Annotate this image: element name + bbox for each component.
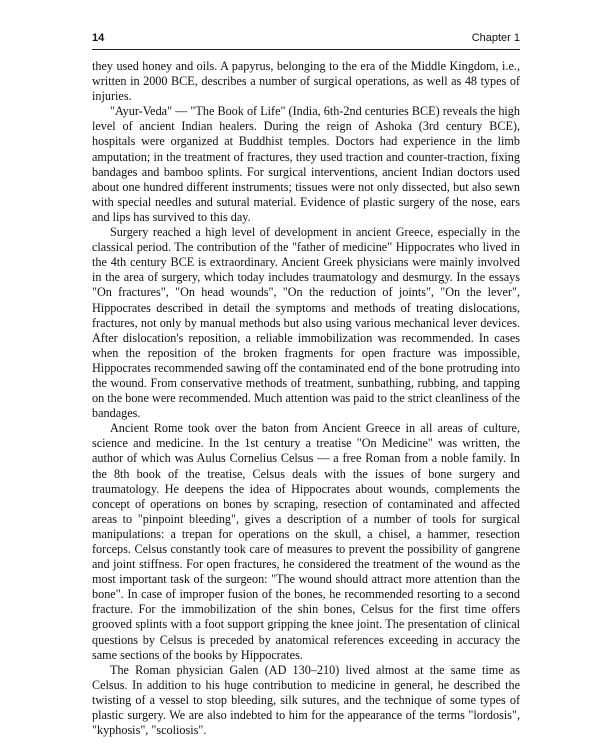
paragraph-galen: The Roman physician Galen (AD 130–210) lived almost at the same time as Celsus. In addition to his huge contribution to medicine in general, he described the twisting of a vessel to stop bleeding, silk sutures, and the technique of some types of plastic surgery. We are also indebted to him for the appearance of the terms "lordosis", "kyphosis", "scoliosis". [92,662,520,738]
chapter-title: Chapter 1 [471,32,520,44]
body-text [92,59,520,738]
running-header [92,32,520,48]
paragraph-continuation: they used honey and oils. A papyrus, belonging to the era of the Middle Kingdom, i.e., written in 2000 BCE, describes a number of surgical operations, as well as 48 types of injuries. [92,59,520,104]
page-number: 14 [92,32,105,44]
header-rule [92,49,520,50]
paragraph-ancient-rome: Ancient Rome took over the baton from Ancient Greece in all areas of culture, science and medicine. In the 1st century a treatise "On Medicine" was written, the author of which was Aulus Cornelius Celsus — a free Roman from a noble family. In the 8th book of the treatise, Celsus deals with the issues of bone surgery and traumatology. He deepens the idea of Hippocrates about wounds, complements the concept of operations on bones by scraping, resection of contaminated and affected areas to "pinpoint bleeding", gives a description of a number of tools for surgical manipulations: a trepan for operations on the skull, a chisel, a hammer, resection forceps. Celsus constantly took care of measures to prevent the possibility of gangrene and joint stiffness. For open fractures, he considered the treatment of the wound as the most important task of the surgeon: "The wound should attract more attention than the bone". In case of improper fusion of the bones, he recommended resorting to a second fracture. For the immobilization of the shin bones, Celsus for the first time offers grooved splints with a foot support gripping the knee joint. The presentation of clinical questions by Celsus is preceded by anatomical references exceeding in accuracy the same sections of the books by Hippocrates. [92,421,520,662]
paragraph-ancient-greece: Surgery reached a high level of development in ancient Greece, especially in the classical period. The contribution of the "father of medicine" Hippocrates who lived in the 4th century BCE is extraordinary. Ancient Greek physicians were mainly involved in the area of surgery, which today includes traumatology and desmurgy. In the essays "On fractures", "On head wounds", "On the reduction of joints", "On the lever", Hippocrates described in detail the symptoms and methods of treating dislocations, fractures, not only by manual methods but also using various mechanical lever devices. After dislocation's reposition, a reliable immobilization was recommended. In cases when the reposition of the broken fragments for open fracture was impossible, Hippocrates recommended sawing off the contaminated end of the bone protruding into the wound. From conservative methods of treatment, sunbathing, rubbing, and tapping on the bone were recommended. Much attention was paid to the strict cleanliness of the bandages. [92,225,520,421]
paragraph-ayur-veda: "Ayur-Veda" — "The Book of Life" (India, 6th-2nd centuries BCE) reveals the high level of ancient Indian healers. During the reign of Ashoka (3rd century BCE), hospitals were organized at Buddhist temples. Doctors had experience in the limb amputation; in the treatment of fractures, they used traction and counter-traction, fixing bandages and bamboo splints. For surgical interventions, ancient Indian doctors used about one hundred different instruments; tissues were not only dissected, but also sewn with special needles and sutural material. Evidence of plastic surgery of the nose, ears and lips has survived to this day. [92,104,520,224]
